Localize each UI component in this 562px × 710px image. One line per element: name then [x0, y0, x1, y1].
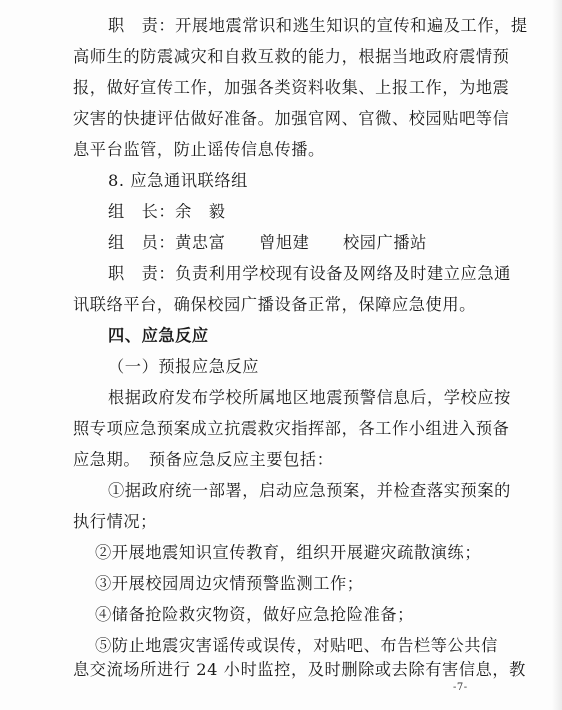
- text-line: 执行情况；: [73, 512, 157, 531]
- text-line: 应急期。 预备应急反应主要包括：: [73, 450, 334, 469]
- list-item: ④储备抢险救灾物资，做好应急抢险准备；: [95, 605, 414, 624]
- text-line: 灾害的快捷评估做好准备。加强官网、官微、校园贴吧等信: [73, 109, 510, 128]
- text-line: 息平台监管，防止谣传信息传播。: [73, 140, 325, 159]
- text-line: 组 长：余 毅: [108, 202, 226, 221]
- text-line: 讯联络平台，确保校园广播设备正常，保障应急使用。: [73, 295, 476, 314]
- text-line: 高师生的防震减灾和自救互救的能力，根据当地政府震情预: [73, 47, 510, 66]
- text-line: 根据政府发布学校所属地区地震预警信息后，学校应按: [108, 388, 511, 407]
- page-number: -7-: [453, 682, 468, 693]
- text-line: 职 责：开展地震常识和逃生知识的宣传和遍及工作，提: [108, 16, 528, 35]
- text-line: 职 责：负责利用学校现有设备及网络及时建立应急通: [108, 264, 511, 283]
- page-edge-shadow: [552, 0, 562, 710]
- subsection-heading: （一）预报应急反应: [108, 357, 260, 376]
- list-item: ②开展地震知识宣传教育，组织开展避灾疏散演练；: [95, 543, 482, 562]
- list-item: ⑤防止地震灾害谣传或误传，对贴吧、布告栏等公共信: [95, 636, 498, 655]
- text-line: 照专项应急预案成立抗震救灾指挥部，各工作小组进入预备: [73, 419, 510, 438]
- section-heading: 8. 应急通讯联络组: [108, 171, 248, 190]
- list-item: ③开展校园周边灾情预警监测工作；: [95, 574, 364, 593]
- text-line: 报，做好宣传工作，加强各类资料收集、上报工作，为地震: [73, 78, 510, 97]
- text-line: 息交流场所进行 24 小时监控，及时删除或去除有害信息，教: [73, 660, 526, 679]
- list-item: ①据政府统一部署，启动应急预案，并检查落实预案的: [108, 481, 511, 500]
- text-line: 组 员：黄忠富 曾旭建 校园广播站: [108, 233, 427, 252]
- section-heading: 四、应急反应: [108, 326, 209, 345]
